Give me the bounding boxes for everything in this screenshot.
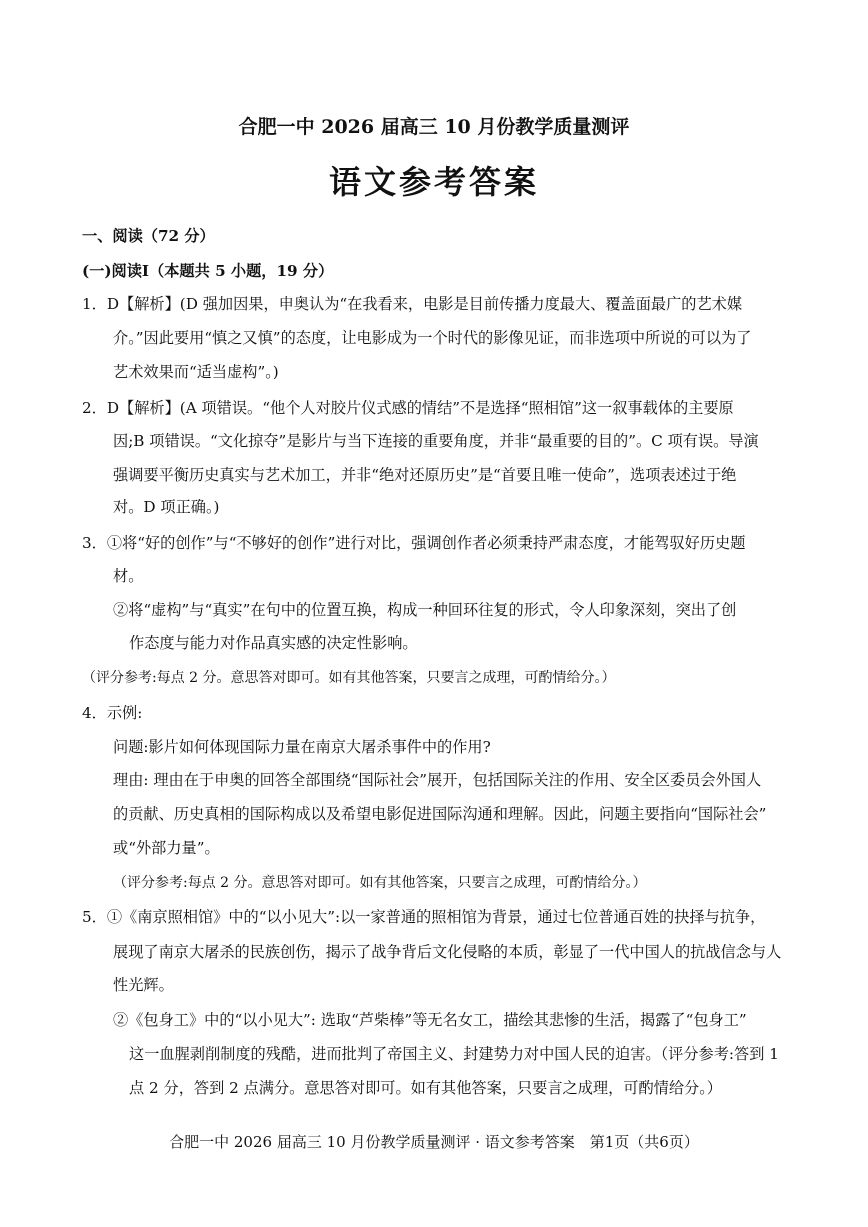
answer-2-line-3: 强调要平衡历史真实与艺术加工，并非“绝对还原历史”是“首要且唯一使命”，选项表述过于绝 xyxy=(113,466,737,484)
section-subheading: (一)阅读I（本题共 5 小题，19 分） xyxy=(82,262,334,280)
answer-1-line-2: 介。”因此要用“慎之又慎”的态度，让电影成为一个时代的影像见证，而非选项中所说的可以为了 xyxy=(113,329,752,347)
answer-5-line-2: 展现了南京大屠杀的民族创伤，揭示了战争背后文化侵略的本质，彰显了一代中国人的抗战信念与人 xyxy=(113,943,782,961)
answer-5-line-5: 这一血腥剥削制度的残酷，进而批判了帝国主义、封建势力对中国人民的迫害。（评分参考:答到 1 xyxy=(129,1045,779,1063)
answer-3-line-2: 材。 xyxy=(113,567,144,585)
scoring-note: （评分参考:每点 2 分。意思答对即可。如有其他答案，只要言之成理，可酌情给分。） xyxy=(113,875,647,891)
answer-2-line-2: 因;B 项错误。“文化掠夺”是影片与当下连接的重要角度，并非“最重要的目的”。C 项有误。导演 xyxy=(113,432,759,450)
answer-3-line-4: 作态度与能力对作品真实感的决定性影响。 xyxy=(129,634,418,652)
page-footer: 合肥一中 2026 届高三 10 月份教学质量测评 · 语文参考答案 第1页（共6页） xyxy=(169,1133,699,1151)
answer-4-line-2: 问题:影片如何体现国际力量在南京大屠杀事件中的作用? xyxy=(113,738,491,756)
document-title: 合肥一中 2026 届高三 10 月份教学质量测评 xyxy=(238,116,630,138)
answer-4-line-4: 的贡献、历史真相的国际构成以及希望电影促进国际沟通和理解。因此，问题主要指向“国际社会” xyxy=(113,805,767,823)
answer-5-line-6: 点 2 分，答到 2 点满分。意思答对即可。如有其他答案，只要言之成理，可酌情给分。） xyxy=(129,1079,722,1097)
answer-2-line-4: 对。D 项正确。) xyxy=(113,498,220,516)
answer-5-line-3: 性光辉。 xyxy=(113,976,174,994)
answer-4-line-5: 或“外部力量”。 xyxy=(113,839,220,857)
answer-3-line-3: ②将“虚构”与“真实”在句中的位置互换，构成一种回环往复的形式，令人印象深刻，突出了创 xyxy=(113,601,737,619)
answer-1-line-1: 1．D【解析】(D 强加因果，申奥认为“在我看来，电影是目前传播力度最大、覆盖面最广的艺术媒 xyxy=(82,295,743,313)
scoring-note: （评分参考:每点 2 分。意思答对即可。如有其他答案，只要言之成理，可酌情给分。） xyxy=(82,670,616,686)
answer-3-line-1: 3．①将“好的创作”与“不够好的创作”进行对比，强调创作者必须秉持严肃态度，才能驾驭好历史题 xyxy=(82,534,746,552)
answer-2-line-1: 2．D【解析】(A 项错误。“他个人对胶片仪式感的情结”不是选择“照相馆”这一叙事载体的主要原 xyxy=(82,399,734,417)
answer-4-line-1: 4．示例: xyxy=(82,704,143,722)
section-heading: 一、阅读（72 分） xyxy=(82,227,215,245)
answer-5-line-1: 5．①《南京照相馆》中的“以小见大”:以一家普通的照相馆为背景，通过七位普通百姓的抉择与抗争， xyxy=(82,908,766,926)
document-subtitle: 语文参考答案 xyxy=(328,163,539,201)
answer-4-line-3: 理由: 理由在于申奥的回答全部围绕“国际社会”展开，包括国际关注的作用、安全区委员会外国人 xyxy=(113,771,762,789)
answer-5-line-4: ②《包身工》中的“以小见大”: 选取“芦柴棒”等无名女工，描绘其悲惨的生活，揭露了“包身工” xyxy=(113,1011,747,1029)
answer-1-line-3: 艺术效果而“适当虚构”。) xyxy=(113,363,279,381)
